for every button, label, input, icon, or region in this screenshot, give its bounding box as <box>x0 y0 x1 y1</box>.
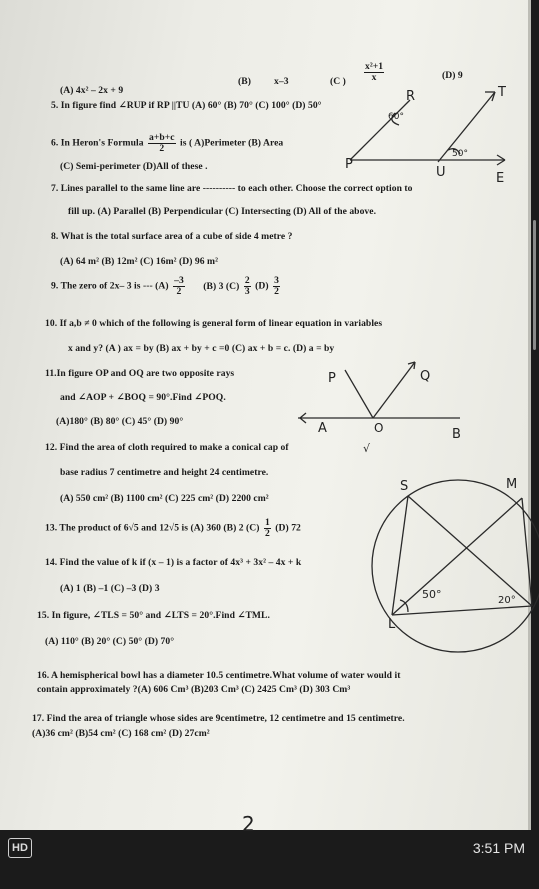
question-12: 12. Find the area of cloth required to make a conical cap of <box>45 442 289 453</box>
question-11-line2: and ∠AOP + ∠BOQ = 90°.Find ∠POQ. <box>60 392 226 403</box>
label-u: U <box>436 165 446 180</box>
question-6-options: (C) Semi-perimeter (D)All of these . <box>60 161 208 172</box>
question-17: 17. Find the area of triangle whose sides are 9centimetre, 12 centimetre and 15 centimetre. <box>32 713 405 724</box>
question-5: 5. In figure find ∠RUP if RP ||TU (A) 60° (B) 70° (C) 100° (D) 50° <box>51 100 322 111</box>
tick-mark: √ <box>363 442 371 455</box>
q4-option-c: (C ) <box>330 76 346 87</box>
label-p: P <box>345 157 353 172</box>
label-r: R <box>406 89 416 104</box>
label-a-ray: A <box>318 421 327 436</box>
angle-50-circle: 50° <box>422 588 442 601</box>
question-10-options: x and y? (A ) ax = by (B) ax + by + c =0 (C) ax + b = c. (D) a = by <box>68 343 335 354</box>
q4-option-a: (A) 4x² – 2x + 9 <box>60 85 124 96</box>
question-8: 8. What is the total surface area of a cube of side 4 metre ? <box>51 231 293 242</box>
status-time: 3:51 PM <box>472 840 525 856</box>
label-b-ray: B <box>452 427 461 442</box>
question-14-options: (A) 1 (B) –1 (C) –3 (D) 3 <box>60 583 160 594</box>
label-o-ray: O <box>374 421 384 435</box>
hd-badge[interactable]: HD <box>8 838 32 858</box>
question-13: 13. The product of 6√5 and 12√5 is (A) 360 (B) 2 (C) $\frac{1}{2}$ (D) 72 <box>45 517 301 539</box>
label-t: T <box>498 85 506 100</box>
angle-60: 60° <box>388 112 404 122</box>
label-s: S <box>400 479 409 494</box>
question-11: 11.In figure OP and OQ are two opposite rays <box>45 368 235 379</box>
question-16: 16. A hemispherical bowl has a diameter 10.5 centimetre.What volume of water would it <box>37 670 401 681</box>
label-e: E <box>496 171 505 186</box>
q4-option-c-fraction: $\frac{\text{x²+1}}{x}$ <box>365 61 384 83</box>
page-number: 2 <box>242 812 255 836</box>
angle-20-circle: 20° <box>498 595 516 606</box>
question-6: 6. In Heron's Formula $\frac{a+b+c}{2}$ is ( A)Perimeter (B) Area <box>51 132 284 154</box>
question-16-line2: contain approximately ?(A) 606 Cm³ (B)203 Cm³ (C) 2425 Cm³ (D) 303 Cm³ <box>37 684 351 695</box>
question-7: 7. Lines parallel to the same line are ---------- to each other. Choose the correct option to <box>51 183 413 194</box>
q4-option-b-value: x–3 <box>274 76 289 87</box>
angle-50: 50° <box>452 149 468 159</box>
question-12-line2: base radius 7 centimetre and height 24 centimetre. <box>60 467 269 478</box>
question-11-options: (A)180° (B) 80° (C) 45° (D) 90° <box>56 416 184 427</box>
question-9: 9. The zero of 2x– 3 is --- (A) $\frac{-3}{2}$ (B) 3 (C) $\frac{2}{3}$ (D) $\frac{3}{2}$ <box>51 275 279 297</box>
question-10: 10. If a,b ≠ 0 which of the following is general form of linear equation in variables <box>45 318 383 329</box>
label-m: M <box>506 477 518 492</box>
question-17-options: (A)36 cm² (B)54 cm² (C) 168 cm² (D) 27cm² <box>32 728 210 739</box>
question-14: 14. Find the value of k if (x – 1) is a factor of 4x³ + 3x² – 4x + k <box>45 557 302 568</box>
question-7-options: fill up. (A) Parallel (B) Perpendicular (C) Intersecting (D) All of the above. <box>68 206 377 217</box>
question-15-options: (A) 110° (B) 20° (C) 50° (D) 70° <box>45 636 175 647</box>
question-12-options: (A) 550 cm² (B) 1100 cm² (C) 225 cm² (D) 2200 cm² <box>60 493 269 504</box>
scroll-indicator[interactable] <box>533 220 536 350</box>
label-q-ray: Q <box>420 369 431 384</box>
q4-option-b: (B) <box>238 76 251 87</box>
question-8-options: (A) 64 m² (B) 12m² (C) 16m² (D) 96 m² <box>60 256 219 267</box>
q4-option-d: (D) 9 <box>442 70 463 81</box>
label-l: L <box>388 617 396 632</box>
question-15: 15. In figure, ∠TLS = 50° and ∠LTS = 20°.Find ∠TML. <box>37 610 270 621</box>
label-p-ray: P <box>328 371 336 386</box>
